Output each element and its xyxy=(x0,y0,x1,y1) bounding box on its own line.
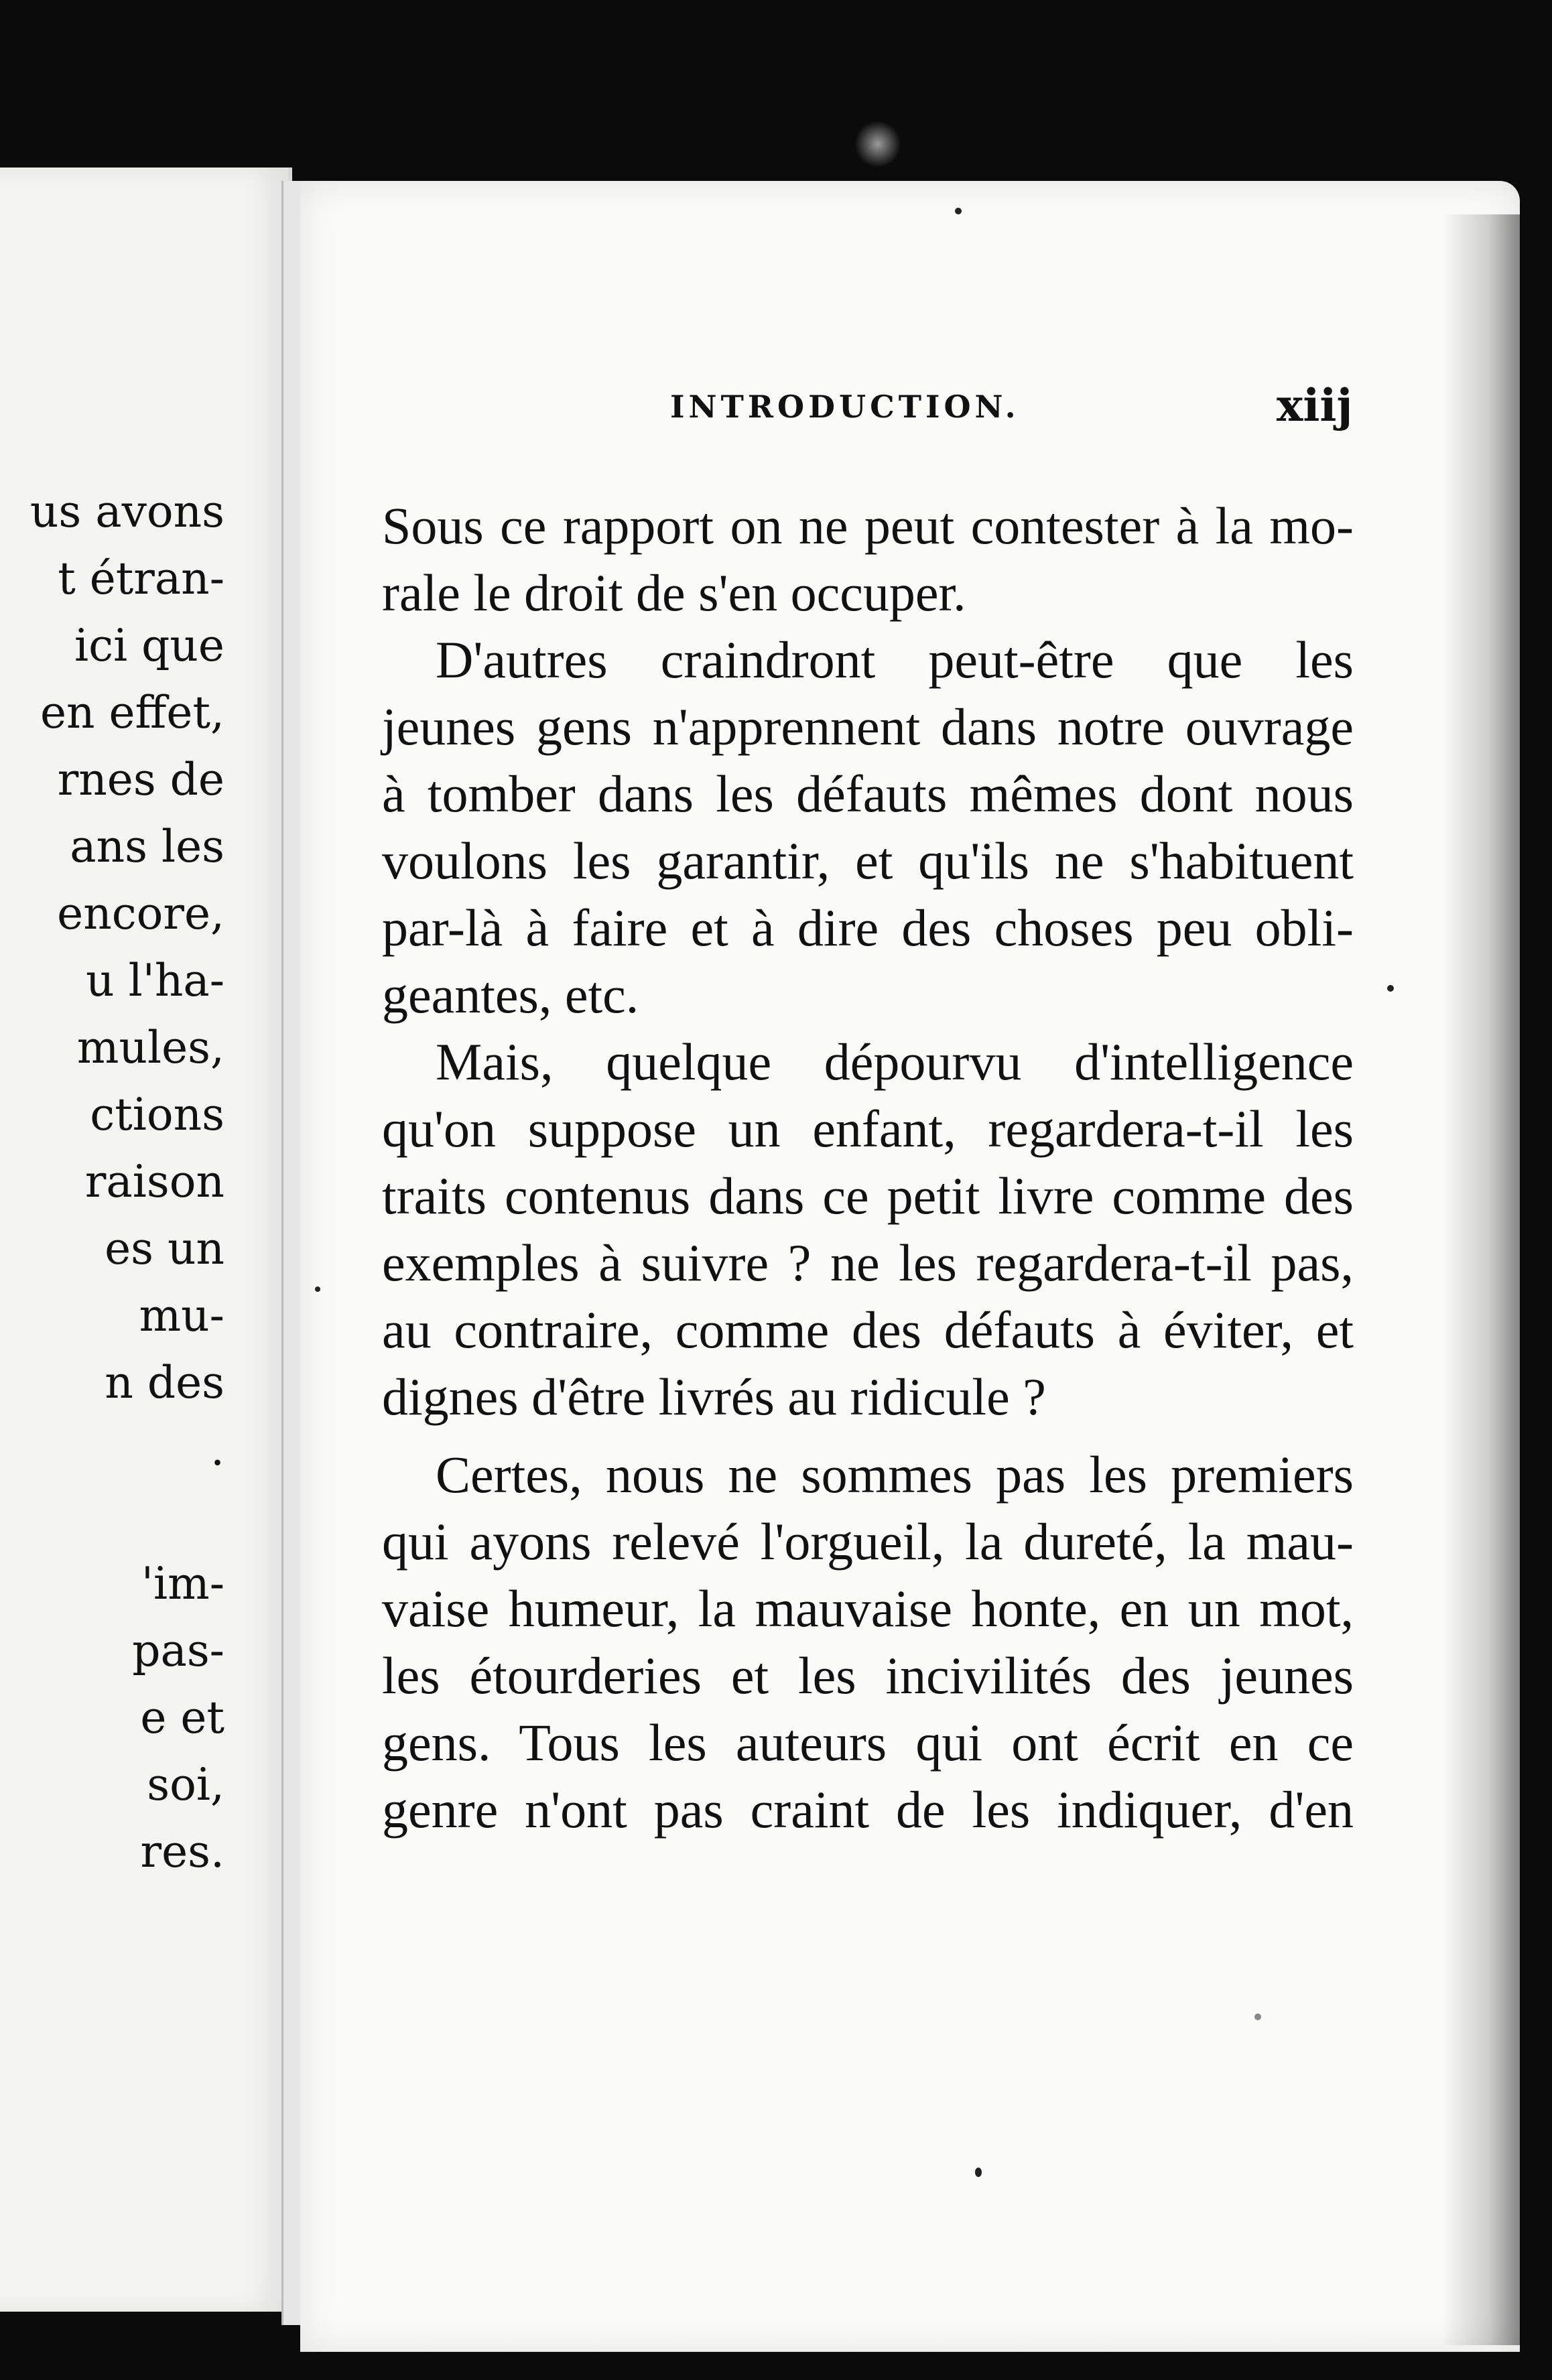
text-line: qu'on suppose un enfant, regardera-t-il les xyxy=(382,1100,1354,1158)
left-page-line: u l'ha- xyxy=(86,955,224,1006)
text-line: rale le droit de s'en occuper. xyxy=(382,564,966,622)
text-line: geantes, etc. xyxy=(382,966,639,1024)
scan-light-spot xyxy=(854,121,901,168)
left-page-line: 'im- xyxy=(141,1558,224,1609)
text-line: Sous ce rapport on ne peut contester à la mo- xyxy=(382,497,1354,555)
left-page-line: ans les xyxy=(70,821,224,872)
text-line: Mais, quelque dépourvu d'intelligence xyxy=(436,1033,1354,1091)
left-page-line: mu- xyxy=(139,1290,224,1341)
text-line: vaise humeur, la mauvaise honte, en un mot, xyxy=(382,1579,1354,1638)
page-number: xiij xyxy=(1277,379,1353,432)
left-page-line: us avons xyxy=(29,486,224,537)
running-head: INTRODUCTION. xyxy=(670,389,1020,425)
text-line: traits contenus dans ce petit livre comme des xyxy=(382,1167,1354,1225)
text-line: dignes d'être livrés au ridicule ? xyxy=(382,1368,1046,1426)
left-page-line: es un xyxy=(105,1223,224,1274)
text-line: genre n'ont pas craint de les indiquer, d'en xyxy=(382,1780,1354,1839)
text-line: exemples à suivre ? ne les regardera-t-il pas, xyxy=(382,1234,1354,1292)
left-page-line: encore, xyxy=(57,888,224,939)
text-line: à tomber dans les défauts mêmes dont nous xyxy=(382,765,1354,823)
scan-speck xyxy=(315,1286,320,1292)
scan-speck xyxy=(975,2168,982,2177)
text-line: qui ayons relevé l'orgueil, la dureté, la mau- xyxy=(382,1512,1354,1571)
left-page-line: e et xyxy=(140,1692,224,1743)
left-page-line: mules, xyxy=(76,1022,224,1073)
left-page-line: ici que xyxy=(74,620,224,671)
left-page-line: soi, xyxy=(147,1759,224,1810)
page-edge-shadow xyxy=(1441,214,1521,2345)
scan-speck xyxy=(1387,985,1394,992)
text-line: par-là à faire et à dire des choses peu obli- xyxy=(382,899,1354,957)
scan-speck xyxy=(955,208,962,214)
left-page-line: raison xyxy=(84,1156,224,1207)
left-page-line: ctions xyxy=(90,1089,224,1140)
left-page-line: pas- xyxy=(132,1625,224,1676)
body-text xyxy=(382,492,1354,1843)
left-page-line: res. xyxy=(140,1826,224,1877)
left-page-line: t étran- xyxy=(58,553,224,604)
text-line: les étourderies et les incivilités des jeunes xyxy=(382,1646,1354,1705)
left-page-line: en effet, xyxy=(40,687,224,738)
scan-speck xyxy=(1254,2013,1261,2020)
text-line: au contraire, comme des défauts à éviter, et xyxy=(382,1301,1354,1359)
left-page-line: . xyxy=(210,1424,224,1475)
left-page-line: rnes de xyxy=(57,754,224,805)
text-line: D'autres craindront peut-être que les xyxy=(436,631,1354,689)
text-line: gens. Tous les auteurs qui ont écrit en ce xyxy=(382,1713,1354,1772)
text-line: jeunes gens n'apprennent dans notre ouvrage xyxy=(382,698,1354,756)
left-page xyxy=(0,168,292,2312)
text-line: Certes, nous ne sommes pas les premiers xyxy=(436,1445,1354,1504)
text-line: voulons les garantir, et qu'ils ne s'habituent xyxy=(382,832,1354,890)
left-page-line: n des xyxy=(105,1357,224,1408)
